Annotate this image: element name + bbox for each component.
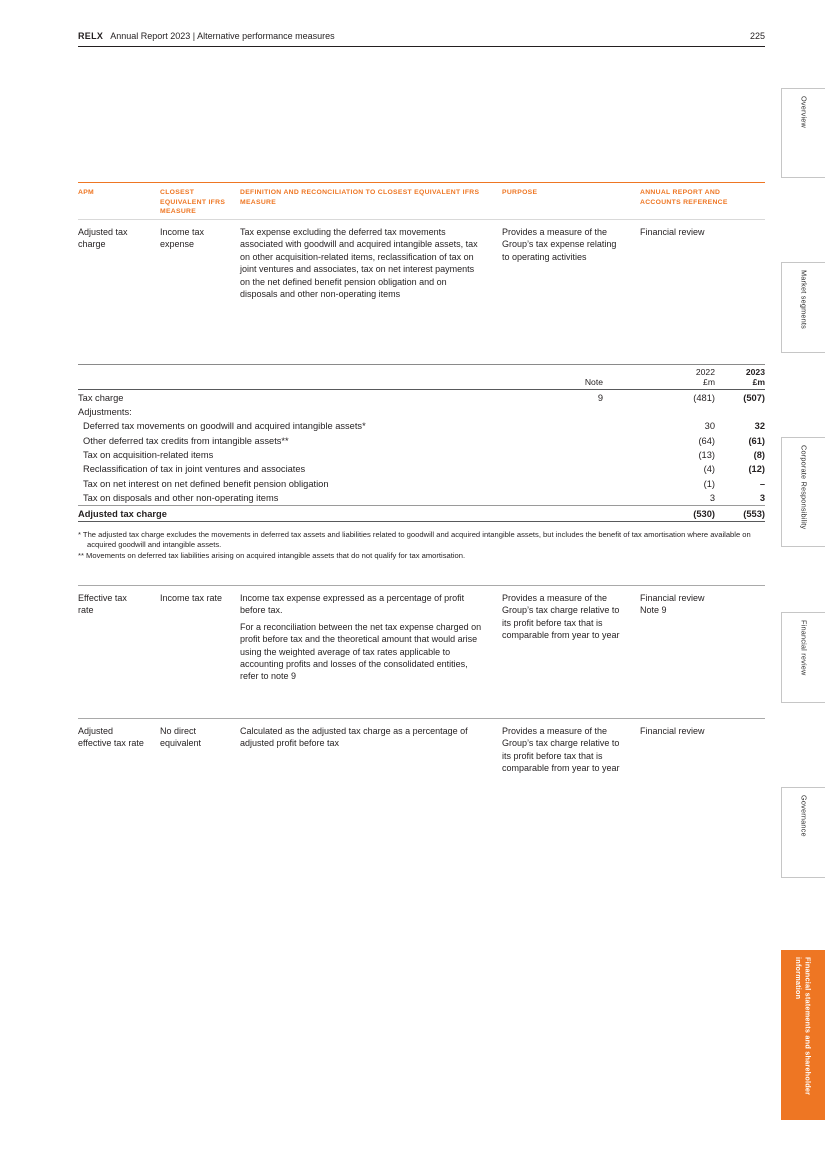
row-label: Other deferred tax credits from intangible assets** [83,435,289,446]
tab-governance[interactable]: Governance [781,787,825,878]
row-label: Adjusted tax charge [78,506,543,521]
document-page [78,0,765,1168]
row-label: Tax on disposals and other non-operating items [83,493,279,504]
footnote-2: ** Movements on deferred tax liabilities arising on acquired intangible assets that do not qualify for tax amortisation. [78,551,466,560]
value-2022: (13) [698,450,715,461]
value-2023: 32 [754,421,765,432]
fin-header-row [78,365,765,390]
col-header-closest: CLOSEST EQUIVALENT IFRS MEASURE [160,189,226,215]
value-2023: (8) [753,450,765,461]
value-2022: (530) [603,506,715,521]
closest-equivalent: Income tax expense [160,227,205,250]
purpose-text: Provides a measure of the Group’s tax expense relating to operating activities [502,227,617,262]
value-2023: 3 [759,493,765,504]
closest-equivalent: Income tax rate [160,593,223,603]
tab-corporate-responsibility[interactable]: Corporate Responsibility [781,437,825,547]
note-ref: 9 [597,392,603,403]
tab-market-segments[interactable]: Market segments [781,262,825,353]
table-row [78,448,765,462]
purpose-text: Provides a measure of the Group’s tax charge relative to its profit before tax that is comparable from year to year [502,593,620,641]
footnote-1: * The adjusted tax charge excludes the movements in deferred tax assets and liabilities related to goodwill and acquired intangible assets, but includes the benefit of tax amortisation where available on acquired goodwill and intangible assets. [78,530,751,549]
col-header-apm: APM [78,189,95,196]
col-header-reference: ANNUAL REPORT AND ACCOUNTS REFERENCE [640,189,728,206]
value-2023: (12) [748,464,765,475]
row-label: Tax on acquisition-related items [83,450,214,461]
value-2022: (64) [698,435,715,446]
table-row [78,419,765,433]
col-header-definition: DEFINITION AND RECONCILIATION TO CLOSEST EQUIVALENT IFRS MEASURE [240,189,480,206]
closest-equivalent: No direct equivalent [160,726,202,749]
year-2023-header: 2023 £m [745,367,765,388]
section-tab-bar [779,0,825,1168]
tab-financial-review[interactable]: Financial review [781,612,825,703]
tax-reconciliation-table [78,364,765,522]
row-label: Reclassification of tax in joint ventures and associates [83,464,306,475]
apm-row-adjusted-tax-charge [78,219,765,300]
apm-name: Adjusted effective tax rate [78,726,144,749]
table-row [78,390,765,405]
row-label: Deferred tax movements on goodwill and acquired intangible assets* [83,421,366,432]
definition-text: Income tax expense expressed as a percentage of profit before tax. For a reconciliation between the net tax expense charged on profit before tax and the theoretical amount that would arise using the weighted average of tax rates applicable to accounting profits and losses of the consolidated entities, refer to note 9 [240,593,482,682]
reference-text: Financial review [640,227,705,237]
value-2022: (1) [703,478,715,489]
table-row [78,477,765,491]
apm-row-adjusted-effective-tax-rate [78,718,765,775]
col-header-purpose: PURPOSE [502,189,538,196]
value-2023: (553) [715,506,765,521]
purpose-text: Provides a measure of the Group’s tax charge relative to its profit before tax that is comparable from year to year [502,726,620,774]
value-2022: 3 [709,493,715,504]
note-column-header: Note [584,377,603,388]
definition-text: Calculated as the adjusted tax charge as a percentage of adjusted profit before tax [240,726,468,749]
row-label: Tax charge [78,392,124,403]
brand-logo: RELX [78,31,104,41]
value-2022: (481) [693,392,715,403]
table-row-total [78,506,765,521]
table-row [78,491,765,506]
row-label: Tax on net interest on net defined benefit pension obligation [83,478,329,489]
apm-table-header [78,182,765,217]
page-number: 225 [749,31,765,41]
tab-financial-statements[interactable]: Financial statements and shareholder information [781,950,825,1120]
value-2023: – [759,478,765,489]
row-label: Adjustments: [78,406,132,417]
page-title: Annual Report 2023 | Alternative performance measures [110,31,335,41]
apm-name: Adjusted tax charge [78,227,128,250]
value-2022: 30 [704,421,715,432]
footnotes [78,530,765,562]
apm-name: Effective tax rate [78,593,127,616]
reference-text: Financial review Note 9 [640,593,705,616]
value-2023: (61) [748,435,765,446]
definition-text: Tax expense excluding the deferred tax movements associated with goodwill and acquired intangible assets, tax on other acquisition-related items, reclassification of tax on joint ventures and associates, tax on net interest payments on the net defined benefit pension obligation and on disposals and other non-operating items [240,227,478,300]
table-row [78,462,765,476]
page-header [78,31,765,47]
apm-row-effective-tax-rate [78,585,765,683]
table-row [78,434,765,448]
tab-overview[interactable]: Overview [781,88,825,178]
value-2022: (4) [703,464,715,475]
year-2022-header: 2022 £m [695,367,715,388]
reference-text: Financial review [640,726,705,736]
value-2023: (507) [743,392,765,403]
table-row [78,405,765,419]
